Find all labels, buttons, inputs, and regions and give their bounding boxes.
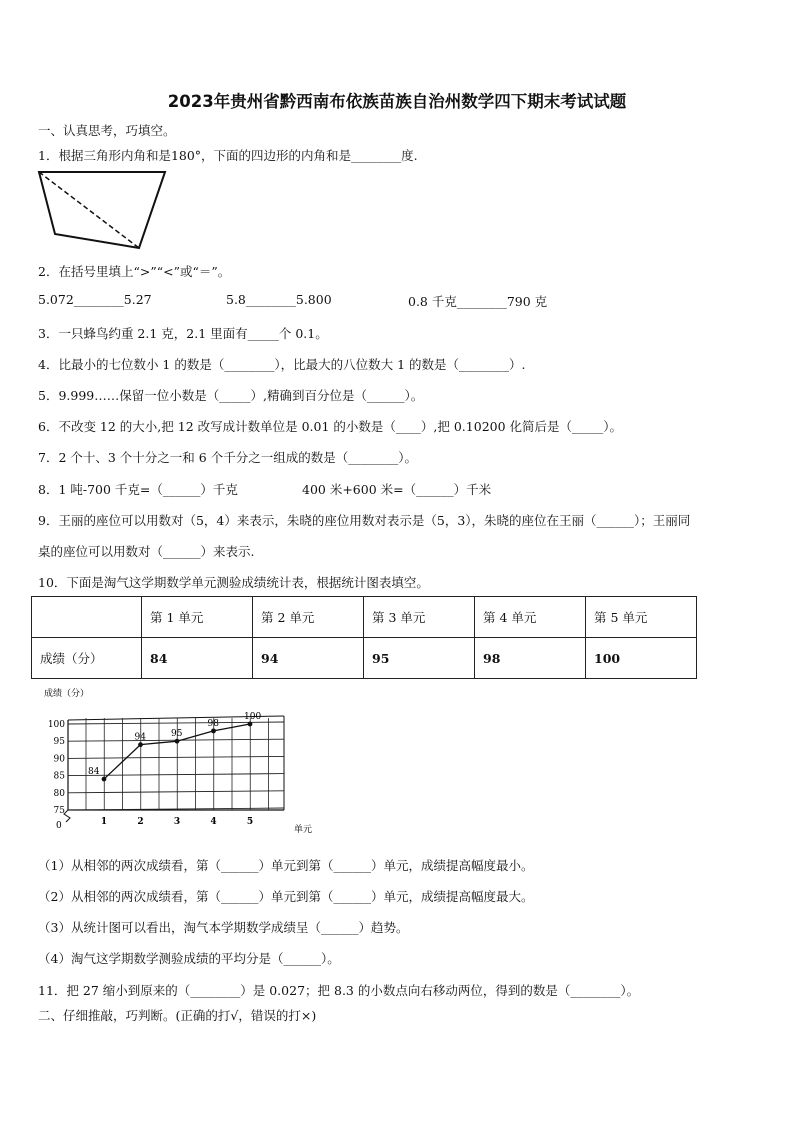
- question-10-sub-4: （4）淘气这学期数学测验成绩的平均分是（______）。: [38, 951, 340, 966]
- chart-x-tick-label: 1: [100, 817, 108, 827]
- table-header-cell: 第 5 单元: [586, 597, 697, 638]
- table-row-label: 成绩（分）: [32, 638, 142, 679]
- question-3: 3．一只蜂鸟约重 2.1 克，2.1 里面有_____个 0.1。: [38, 326, 328, 341]
- quadrilateral-figure: [35, 168, 170, 252]
- diagonal-dashed-line: [39, 172, 139, 248]
- section-1-heading: 一、认真思考，巧填空。: [38, 123, 176, 138]
- chart-y-tick-label: 90: [53, 754, 65, 765]
- question-10-sub-2: （2）从相邻的两次成绩看，第（______）单元到第（______）单元，成绩提高幅度最大。: [38, 889, 534, 904]
- chart-gridline: [68, 756, 284, 758]
- question-2-item-3: 0.8 千克________790 克: [408, 294, 548, 309]
- chart-y-tick-label: 85: [53, 771, 65, 782]
- section-2-heading: 二、仔细推敲，巧判断。(正确的打√，错误的打×): [38, 1008, 317, 1023]
- question-10: 10．下面是淘气这学期数学单元测验成绩统计表，根据统计图表填空。: [38, 575, 429, 590]
- question-2-item-2: 5.8________5.800: [226, 292, 332, 307]
- chart-data-label: 100: [244, 712, 262, 722]
- question-9-line-2: 桌的座位可以用数对（______）来表示.: [38, 544, 255, 559]
- table-cell: 94: [253, 638, 364, 679]
- question-1: 1．根据三角形内角和是180°，下面的四边形的内角和是________度.: [38, 148, 418, 163]
- chart-x-tick-label: 5: [246, 817, 254, 827]
- table-header-cell: 第 3 单元: [364, 597, 475, 638]
- chart-data-label: 95: [171, 729, 183, 740]
- question-7: 7．2 个十、3 个十分之一和 6 个千分之一组成的数是（________）。: [38, 450, 417, 465]
- table-header-cell: 第 2 单元: [253, 597, 364, 638]
- question-2-item-1: 5.072________5.27: [38, 292, 152, 307]
- chart-data-label: 94: [134, 732, 146, 743]
- chart-x-tick-label: 4: [210, 817, 217, 827]
- table-cell: 98: [475, 638, 586, 679]
- table-header-row: [32, 597, 697, 638]
- chart-y-tick-label: 100: [47, 720, 65, 730]
- question-4: 4．比最小的七位数小 1 的数是（________），比最大的八位数大 1 的数是（________）.: [38, 357, 526, 372]
- table-cell: 100: [586, 638, 697, 679]
- chart-data-label: 98: [207, 718, 219, 729]
- quadrilateral-shape: [39, 172, 165, 248]
- chart-x-tick-label: 3: [173, 817, 181, 827]
- chart-y-ticks: [48, 720, 65, 816]
- chart-data-point: [138, 742, 143, 747]
- chart-gridline: [68, 791, 284, 793]
- chart-data-point: [211, 728, 216, 733]
- table-cell: 84: [142, 638, 253, 679]
- chart-x-tick-label: 2: [137, 817, 144, 827]
- score-line-chart: [30, 684, 330, 840]
- table-header-cell: [32, 597, 142, 638]
- chart-xlabel: 单元: [294, 825, 313, 835]
- chart-x-ticks: [101, 817, 253, 827]
- question-10-sub-1: （1）从相邻的两次成绩看，第（______）单元到第（______）单元，成绩提高幅度最小。: [38, 858, 534, 873]
- question-2: 2．在括号里填上“>”“<”或“＝”。: [38, 264, 231, 279]
- question-9-line-1: 9．王丽的座位可以用数对（5，4）来表示，朱晓的座位用数对表示是（5，3），朱晓的座位在王丽（______）；王丽同: [38, 513, 691, 528]
- chart-y-tick-label: 95: [53, 737, 65, 748]
- question-10-sub-3: （3）从统计图可以看出，淘气本学期数学成绩呈（______）趋势。: [38, 920, 409, 935]
- page-title: 2023年贵州省黔西南布依族苗族自治州数学四下期末考试试题: [167, 92, 627, 111]
- question-8-part-2: 400 米+600 米=（______）千米: [302, 482, 492, 497]
- question-8-part-1: 8．1 吨-700 千克=（______）千克: [38, 482, 238, 497]
- chart-origin-label: 0: [56, 821, 62, 831]
- chart-data-point: [175, 739, 180, 744]
- chart-ylabel: 成绩（分）: [44, 689, 90, 699]
- table-cell: 95: [364, 638, 475, 679]
- question-5: 5．9.999……保留一位小数是（_____）,精确到百分位是（______）。: [38, 388, 424, 403]
- chart-gridline: [68, 774, 284, 776]
- chart-y-tick-label: 80: [53, 788, 65, 799]
- chart-y-tick-label: 75: [53, 806, 65, 816]
- chart-data-point: [102, 777, 107, 782]
- question-11: 11．把 27 缩小到原来的（________）是 0.027；把 8.3 的小数点向右移动两位，得到的数是（________）。: [38, 983, 640, 998]
- table-header-cell: 第 1 单元: [142, 597, 253, 638]
- table-row: [32, 638, 697, 679]
- score-table: [31, 596, 697, 679]
- table-header-cell: 第 4 单元: [475, 597, 586, 638]
- chart-data-point: [248, 722, 253, 727]
- question-6: 6．不改变 12 的大小,把 12 改写成计数单位是 0.01 的小数是（____）,把 0.10200 化简后是（_____）。: [38, 419, 623, 434]
- chart-data-label: 84: [88, 767, 100, 778]
